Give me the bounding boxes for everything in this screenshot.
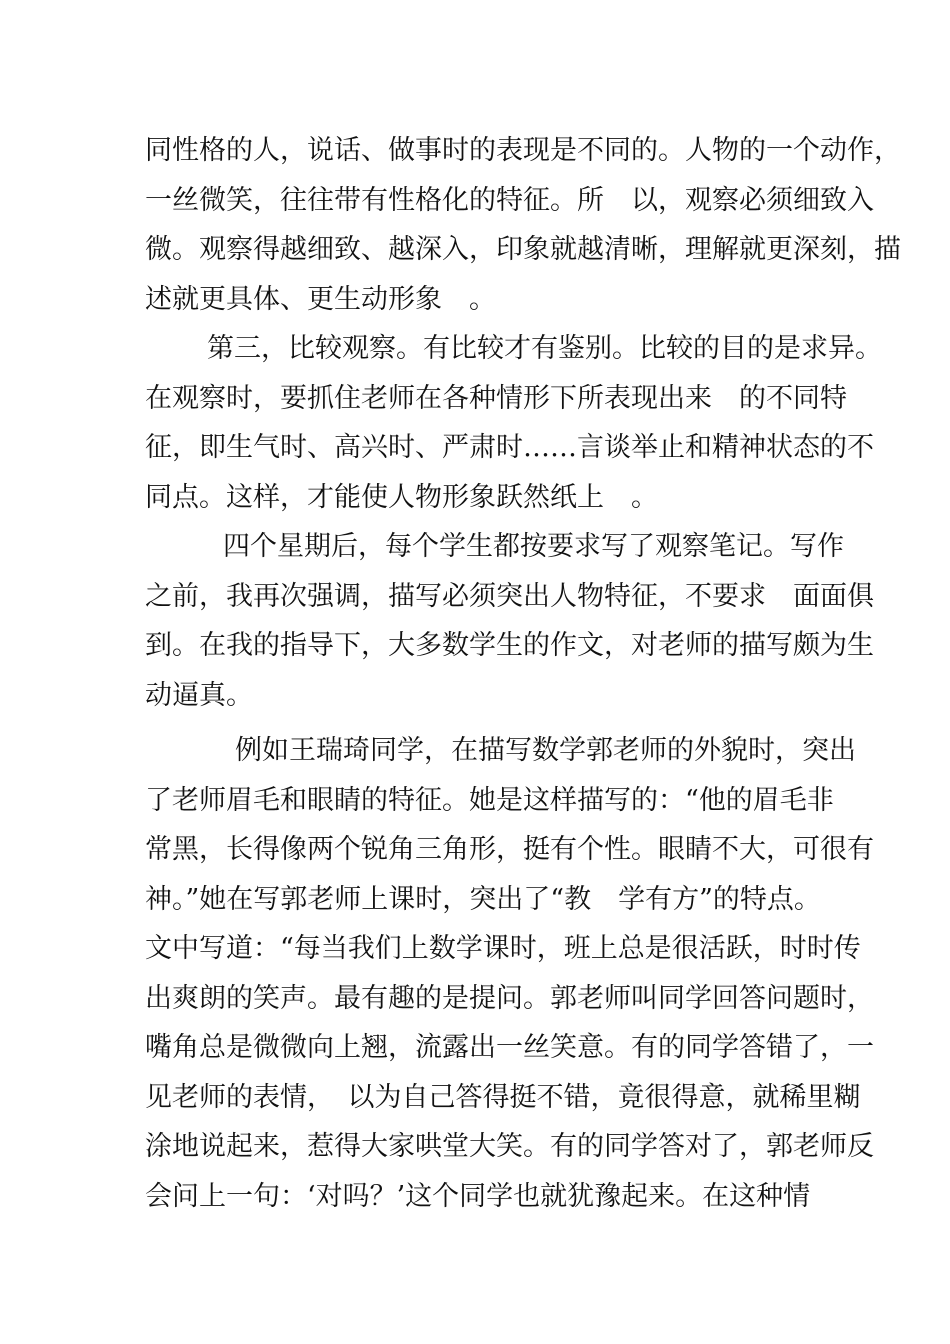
text-line: 第三，比较观察。有比较才有鉴别。比较的目的是求异。 <box>207 333 882 364</box>
text-line: 神。”她在写郭老师上课时，突出了“教 学有方”的特点。 <box>145 883 821 915</box>
text-line: 同性格的人，说话、做事时的表现是不同的。人物的一个动作， <box>145 135 901 166</box>
text-line: 在观察时，要抓住老师在各种情形下所表现出来 的不同特 <box>145 382 847 414</box>
text-line: 例如王瑞琦同学，在描写数学郭老师的外貌时，突出 <box>235 735 856 766</box>
text-line: 动逼真。 <box>145 679 253 711</box>
text-line: 见老师的表情， 以为自己答得挺不错，竟很得意，就稀里糊 <box>145 1081 861 1113</box>
text-line: 了老师眉毛和眼睛的特征。她是这样描写的：“他的眉毛非 <box>145 784 834 816</box>
text-line: 四个星期后，每个学生都按要求写了观察笔记。写作 <box>223 531 844 562</box>
text-line: 征，即生气时、高兴时、严肃时……言谈举止和精神状态的不 <box>145 432 874 463</box>
text-line: 嘴角总是微微向上翘，流露出一丝笑意。有的同学答错了，一 <box>145 1032 874 1063</box>
text-line: 会问上一句：‘对吗？’这个同学也就犹豫起来。在这种情 <box>145 1180 811 1212</box>
text-line: 涂地说起来，惹得大家哄堂大笑。有的同学答对了，郭老师反 <box>145 1131 874 1162</box>
text-line: 述就更具体、更生动形象 。 <box>145 283 496 315</box>
text-line: 到。在我的指导下，大多数学生的作文，对老师的描写颇为生 <box>145 630 874 661</box>
text-line: 一丝微笑，往往带有性格化的特征。所 以，观察必须细致入 <box>145 184 874 216</box>
text-line: 微。观察得越细致、越深入，印象就越清晰，理解就更深刻，描 <box>145 234 901 265</box>
body-text <box>145 126 901 1221</box>
text-line: 常黑，长得像两个锐角三角形，挺有个性。眼睛不大，可很有 <box>145 834 874 865</box>
text-line: 同点。这样，才能使人物形象跃然纸上 。 <box>145 481 658 513</box>
text-line: 之前，我再次强调，描写必须突出人物特征，不要求 面面俱 <box>145 580 874 612</box>
text-line: 出爽朗的笑声。最有趣的是提问。郭老师叫同学回答问题时， <box>145 982 874 1014</box>
text-line: 文中写道：“每当我们上数学课时，班上总是很活跃，时时传 <box>145 933 861 964</box>
